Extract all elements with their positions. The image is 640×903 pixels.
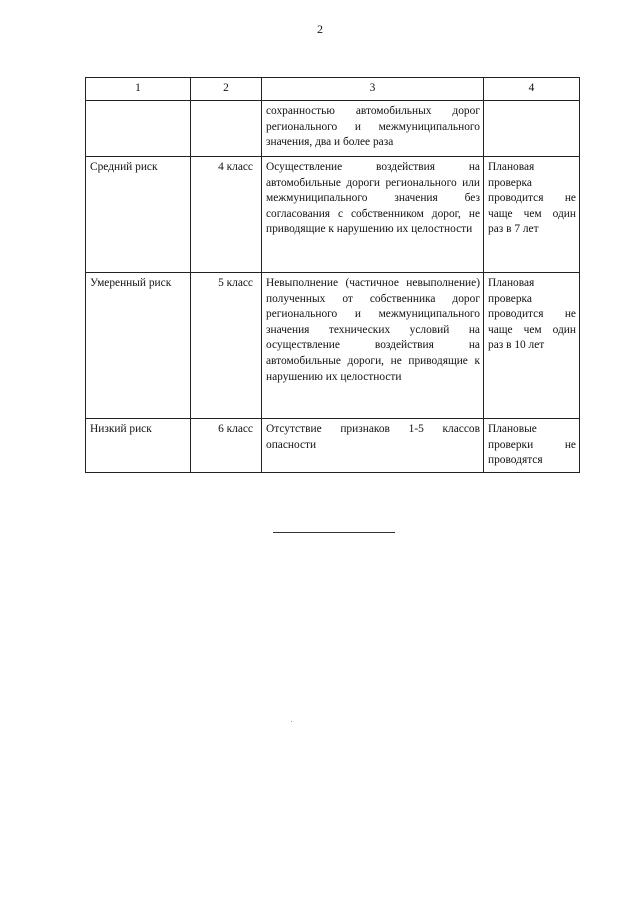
table-header-row (86, 78, 580, 101)
table-row (86, 419, 580, 473)
page-number: 2 (317, 22, 323, 36)
risk-category-cell: Средний риск (86, 157, 191, 273)
criteria-description-cell: Невыполнение (частичное невыполнение) полученных от собственника дорог регионального и межмуниципального значения технических условий на осуществление воздействия на автомобильные дороги, не приводящие к нарушению их целостности (262, 273, 484, 419)
table-row (86, 157, 580, 273)
hazard-class-cell: 6 класс (191, 419, 262, 473)
criteria-description-cell: сохранностью автомобильных дорог регионального и межмуниципального значения, два и более раза (262, 101, 484, 157)
column-header-1: 1 (86, 78, 191, 101)
hazard-class-cell: 5 класс (191, 273, 262, 419)
table-row (86, 273, 580, 419)
column-header-4: 4 (484, 78, 580, 101)
end-of-document-line (273, 532, 395, 533)
criteria-description-cell: Отсутствие признаков 1-5 классов опасности (262, 419, 484, 473)
scan-speck (291, 721, 292, 722)
risk-category-table (85, 77, 580, 473)
inspection-frequency-cell: Плановая проверка проводится не чаще чем один раз в 7 лет (484, 157, 580, 273)
hazard-class-cell: 4 класс (191, 157, 262, 273)
column-header-2: 2 (191, 78, 262, 101)
inspection-frequency-cell: Плановая проверка проводится не чаще чем один раз в 10 лет (484, 273, 580, 419)
inspection-frequency-cell (484, 101, 580, 157)
risk-category-cell: Умеренный риск (86, 273, 191, 419)
table-row (86, 101, 580, 157)
risk-category-cell: Низкий риск (86, 419, 191, 473)
criteria-description-cell: Осуществление воздействия на автомобильные дороги регионального или межмуниципального значения без согласования с собственником дорог, не приводящие к нарушению их целостности (262, 157, 484, 273)
hazard-class-cell (191, 101, 262, 157)
column-header-3: 3 (262, 78, 484, 101)
risk-category-cell (86, 101, 191, 157)
inspection-frequency-cell: Плановые проверки не проводятся (484, 419, 580, 473)
